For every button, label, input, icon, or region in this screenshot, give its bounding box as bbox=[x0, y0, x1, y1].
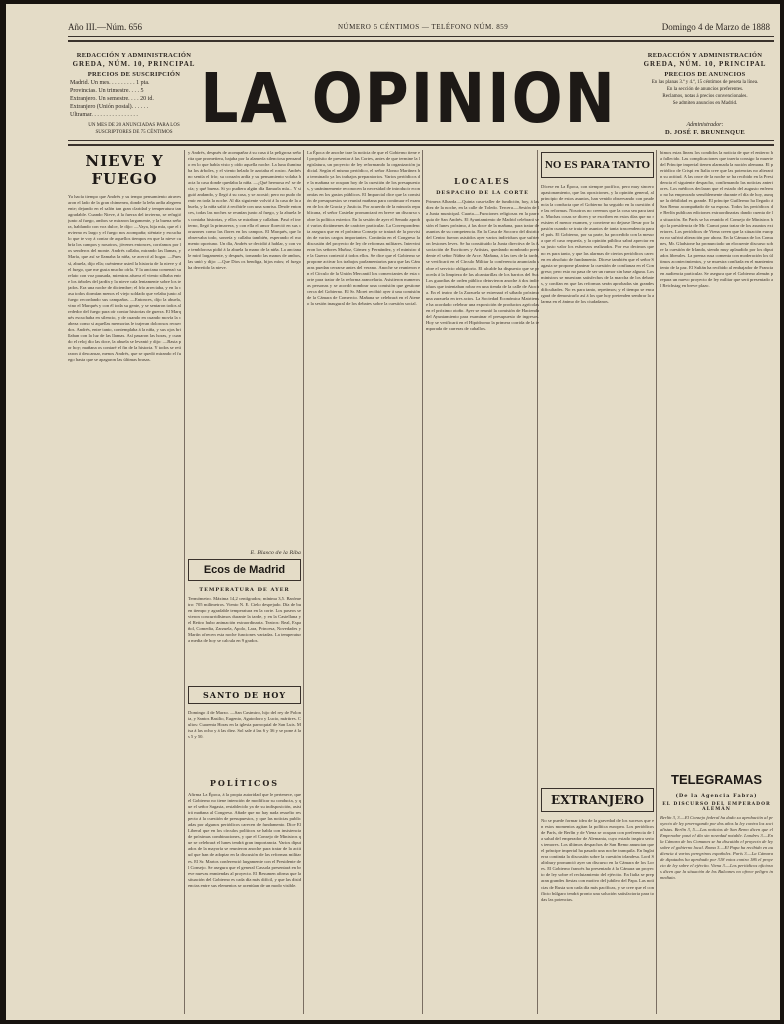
price-line: Ultramar. . . . . . . . . . . . . . . . bbox=[70, 112, 138, 118]
column-divider bbox=[656, 150, 657, 1014]
section-title-santo: SANTO DE HOY bbox=[188, 686, 301, 704]
price-line: Madrid. Un mes. . . . . . . . . 1 pta. bbox=[70, 80, 150, 86]
article-body-col6: bimos estas líneas los condidos la noticia de que el entierro ha fallecido. Las complicaciones que traería consigo la muerte del Príncipe imperial tienen alarmada la nación alemana. El periódico de Crispi en Italia cree que las potencias no alterarán su actitud. A las once de la noche se ha recibido en la Presidencia el siguiente despacho, confirmando las noticias anteriores. Los médicos declaran que el estado del augusto enfermo no ha empeorado sensiblemente durante el día de hoy, aunque la debilidad es grande. El príncipe Guillermo ha llegado á San Remo acompañado de su esposa. Todos los periódicos de Berlín publican ediciones extraordinarias dando cuenta de la situación. En París se ha reunido el Consejo de Ministros bajo la presidencia de Mr. Carnot para tratar de los asuntos exteriores. Los periódicos de Viena creen que la situación europea no sufrirá alteración por ahora. En la Cámara de los Comunes, Mr. Gladstone ha pronunciado un elocuente discurso sobre la cuestión de Irlanda, siendo muy aplaudido por los diputados liberales. La prensa rusa comenta con moderación los últimos acontecimientos, y se muestra confiada en el mantenimiento de la paz. El Sultán ha recibido al embajador de Francia en audiencia particular. Se asegura que el Gobierno alemán prepara un nuevo proyecto de ley militar que será presentado al Reichstag en breve plazo. bbox=[660, 150, 773, 289]
section-title-telegramas: TELEGRAMAS bbox=[671, 772, 762, 787]
right-box-heading: REDACCIÓN Y ADMINISTRACIÓN bbox=[647, 52, 763, 59]
section-title-politicos: POLÍTICOS bbox=[209, 778, 280, 788]
article-body-ecos: Termómetro. Máxima 14,2 centígrados; mínima 3,5. Barómetro: 705 milímetros. Viento N. E. Cielo despejado. Día de buen tiempo y agradable temperatura en la corte. Los paseos se vieron concurridísimos durante la tarde, y en la Castellana y el Retiro hubo animación extraordinaria. Teatros: Real, Español, Comedia, Zarzuela, Apolo, Lara, Princesa, Novedades y Martín ofrecen esta noche funciones variadas. La temperatura media de hoy se calcula en 9 grados. bbox=[188, 596, 301, 644]
admin-name: D. JOSÉ F. BRUNENQUE bbox=[665, 129, 745, 136]
header-rule-thick bbox=[68, 40, 774, 42]
column-divider bbox=[184, 150, 185, 1014]
section-title-extranjero: EXTRANJERO bbox=[541, 788, 654, 812]
column-5 bbox=[541, 150, 654, 1008]
ad-line: En las planas 3.ª y 4.ª, 15 céntimos de peseta la línea. bbox=[651, 80, 759, 85]
left-box-address: GREDA, NÚM. 10, PRINCIPAL bbox=[72, 60, 196, 68]
article-title-nopara: NO ES PARA TANTO bbox=[541, 152, 654, 178]
issue-date: Domingo 4 de Marzo de 1888 bbox=[661, 22, 770, 32]
masthead-rule-thick bbox=[68, 144, 774, 146]
article-body-politicos: Afirma La Época, á la propia autoridad que le pertenece, que el Gobierno no tiene intención de modificar su conducta, y que el señor Sagasta, restablecido ya de su indisposición, asistirá mañana al Congreso. Añade que no hay nada resuelto respecto á la cuestión de presupuestos, y que las noticias publicadas por algunos periódicos carecen de fundamento. Dice El Liberal que en los círculos políticos se habla con insistencia de próximas combinaciones, y que el Consejo de Ministros que se celebrará el lunes tendrá gran importancia. Varios diputados de la mayoría se reunieron anoche para tratar de la actitud que han de adoptar en la discusión de las reformas militares. El Sr. Martos conferenció largamente con el Presidente del Consejo. Se asegura que el general Cassola presentará en breve nuevas enmiendas al proyecto. El Resumen afirma que la situación del Gobierno es cada día más difícil, y que las disidencias entre sus elementos se acentúan de un modo visible. bbox=[188, 792, 301, 888]
section-title-ecos: Ecos de Madrid bbox=[188, 559, 301, 581]
subscription-box bbox=[70, 52, 198, 136]
telegramas-section: EL DISCURSO DEL EMPERADOR ALEMÁN bbox=[662, 802, 771, 812]
column-1 bbox=[68, 150, 181, 1020]
newspaper-page bbox=[6, 4, 780, 1020]
ad-line: En la sección de anuncios preferentes. bbox=[666, 87, 744, 92]
article-body-nopara: Dícese en La Época, con siempre pacífico, pero muy sincero apasionamiento, que las oposiciones, y la opinión general, al principio de estos asuntos, han venido observando con prudencia la conducta que el Gobierno ha seguido en la cuestión de las reformas. Nosotros no creemos que la cosa sea para tanto. Muchas cosas se dicen y se escriben en estos días que no resisten el menor examen, y conviene no dejarse llevar por la pasión cuando se trata de asuntos de tanta trascendencia para el país. El Gobierno, por su parte, ha procedido con la mesura que el caso requería, y la opinión pública sabrá apreciar en su justo valor los esfuerzos realizados. Por eso decimos que no es para tanto, y que las alarmas de ciertos periódicos carecen en absoluto de fundamento. Dícese también que el señor Sagasta se propone plantear la cuestión de confianza en el Congreso; pero esto no pasa de ser un rumor sin base alguna. Los ministros se muestran satisfechos de la marcha de los debates, y confían en que las reformas serán aprobadas sin grandes dificultades. No es para tanto, repetimos; y el tiempo se encargará de demostrarlo así á los que hoy pretenden sembrar la alarma en el ánimo de los ciudadanos. bbox=[541, 184, 654, 304]
column-4 bbox=[426, 150, 539, 1009]
telegramas-subtitle: (De la Agencia Fabra) bbox=[675, 793, 758, 799]
ad-line: Se admiten anuncios en Madrid. bbox=[672, 101, 738, 106]
ad-line: Reclamos, notas á precios convencionales. bbox=[662, 94, 748, 99]
article-body-locales: Primera Albarda.—Quinta casa-taller de fundición, hoy, á las diez de la noche, en la calle de Toledo. Tercera.—Sesión de la Junta municipal. Cuarta.—Funciones religiosas en la parroquia de San Andrés. El Ayuntamiento de Madrid celebrará sesión el lunes próximo, á las doce de la mañana, para tratar de asuntos de su competencia. En la Casa de Socorro del distrito del Centro fueron asistidos ayer varios individuos que sufrieron lesiones leves. Se ha constituido la Junta directiva de la Asociación de Escritores y Artistas, quedando nombrado presidente el señor Núñez de Arce. Mañana, á las tres de la tarde, se verificará en el Círculo Militar la conferencia anunciada sobre el servicio obligatorio. El alcalde ha dispuesto que se proceda á la limpieza de las alcantarillas de los barrios del Sur. Los guardias de orden público detuvieron anoche á dos individuos que intentaban robar en una tienda de la calle de Atocha. En el teatro de la Zarzuela se estrenará el sábado próximo una zarzuela en tres actos. La Sociedad Económica Matritense ha acordado celebrar una exposición de productos agrícolas en el próximo otoño. Ayer se reunió la comisión de Hacienda del Ayuntamiento para examinar el presupuesto de ingresos. Hoy se verificará en el Hipódromo la primera corrida de la temporada de carreras de caballos. bbox=[426, 199, 539, 331]
column-divider bbox=[303, 150, 304, 1014]
left-box-heading: REDACCIÓN Y ADMINISTRACIÓN bbox=[76, 52, 192, 59]
masthead-rule bbox=[68, 140, 774, 141]
left-box-footer: UN MES DE 20 ANUNCIADAS PARA LOS SUSCRIPTORES DE 75 CÉNTIMOS bbox=[88, 123, 180, 135]
article-body-santo: Domingo 4 de Marzo. —San Casimiro, hijo del rey de Polonia, y Santos Basilio, Eugenio, Agatodoro y Lucio, mártires. Cultos: Cuarenta Horas en la iglesia parroquial de San Luis. Misa á las ocho y á las diez. Sol sale á las 6 y 36 y se pone á las 5 y 50. bbox=[188, 710, 301, 740]
advertising-box bbox=[640, 52, 770, 137]
section-title-locales: LOCALES bbox=[454, 176, 511, 186]
left-box-subheading: PRECIOS DE SUSCRIPCIÓN bbox=[87, 71, 181, 78]
right-box-subheading: PRECIOS DE ANUNCIOS bbox=[664, 71, 746, 78]
price-line: Extranjero. Un semestre. . . . 20 id. bbox=[70, 96, 154, 102]
article-signature: E. Blasco de la Riba bbox=[250, 550, 301, 556]
article-body-telegramas: Berlín 3, 3.—El Consejo federal ha dado su aprobación al proyecto de ley prorrogando por dos años la ley contra los socialistas. Berlín 3, 5.—Las noticias de San Remo dicen que el Emperador pasó el día sin novedad notable. Londres 3.—En la Cámara de los Comunes se ha discutido el proyecto de ley sobre el gobierno local. Roma 3.—El Papa ha recibido en audiencia á varios peregrinos españoles. París 3.—La Cámara de diputados ha aprobado por 318 votos contra 186 el proyecto de ley sobre el ejército. Viena 3.—Los periódicos oficiosos dicen que la situación de los Balcanes no ofrece peligro inmediato. bbox=[660, 815, 773, 881]
price-line: Provincias. Un trimestre. . . . 5 bbox=[70, 88, 144, 94]
header-rule bbox=[68, 36, 774, 37]
article-body-col3: La Época de anoche trae la noticia de que el Gobierno tiene el propósito de presentar á las Cortes, antes de que termine la legislatura, un proyecto de ley reformando la organización judicial. Según el mismo periódico, el señor Alonso Martínez ha terminado ya los trabajos preparatorios. Varios periódicos de la mañana se ocupan hoy de la cuestión de los presupuestos, y unánimemente reconocen la necesidad de introducir economías en los gastos públicos. El Imparcial dice que la comisión de presupuestos se reunirá mañana para continuar el examen de los de Gracia y Justicia. Por acuerdo de la minoría republicana, el señor Castelar pronunciará en breve un discurso sobre la política exterior. En la sesión de ayer el Senado aprobó varios dictámenes de carácter particular. La Correspondencia asegura que en el próximo Consejo se tratará de la provisión de varios cargos importantes. Continúa en el Congreso la discusión del proyecto de ley de reformas militares. Intervinieron los señores Muñoz, Gómez y Fernández, y el ministro de la Guerra contestó á todos ellos. Se dice que el Gobierno se propone activar los trabajos parlamentarios para que las Cámaras puedan cerrarse antes del verano. Anoche se reunieron en el Círculo de la Unión Mercantil los comerciantes de esta corte para tratar de la reforma arancelaria. Asistieron numerosas personas y se acordó nombrar una comisión que gestione cerca del Gobierno. El Sr. Moret recibió ayer á una comisión de la Cámara de Comercio. Mañana se celebrará en el Ateneo la sesión inaugural de los debates sobre la cuestión social. bbox=[307, 150, 420, 307]
masthead-title: LA OPINION bbox=[200, 58, 617, 140]
article-body-extranjero: No se puede formar idea de la gravedad de los sucesos que en estos momentos agitan la política europea. Los periódicos de París, de Berlín y de Viena se ocupan con preferencia de la salud del emperador de Alemania, cuyo estado inspira serios temores. Los últimos despachos de San Remo anuncian que el príncipe imperial ha pasado una noche tranquila. En Inglaterra continúa la discusión sobre la cuestión irlandesa. Lord Salisbury pronunció ayer un discurso en la Cámara de los Lores. El Gobierno francés ha presentado á la Cámara un proyecto de ley sobre el reclutamiento del ejército. En Italia se preparan grandes fiestas con motivo del jubileo del Papa. Las noticias de Rusia son cada día más pacíficas, y se cree que el conflicto búlgaro tendrá pronto una solución satisfactoria para todas las potencias. bbox=[541, 818, 654, 902]
right-box-address: GREDA, NÚM. 10, PRINCIPAL bbox=[643, 60, 767, 68]
column-2 bbox=[188, 150, 301, 958]
price-line: Extranjero (Unión postal). . . . . . bbox=[70, 104, 149, 110]
article-title-nieve: NIEVE Y FUEGO bbox=[85, 152, 164, 188]
admin-label: Administrador: bbox=[686, 122, 724, 128]
ecos-subtitle: TEMPERATURA DE AYER bbox=[199, 587, 290, 593]
issue-number: Año III.—Núm. 656 bbox=[68, 22, 142, 32]
article-body-col2: y Andrés, después de acompañar á su casa á la peligrosa señorita que prometiera, bajaba por la alameda silenciosa pensando en lo que había visto y oído aquella noche. La luna iluminaba los árboles, y el viento helado le azotaba el rostro. Andrés no sentía el frío; su corazón ardía y su pensamiento volaba hacia la casa donde quedaba la niña. —¡Qué hermosa es! se decía; y qué buena. Si yo pudiera algún día llamarla mía... Y siguió andando, y llegó á su casa, y se acostó; pero no pudo dormir en toda la noche. Al día siguiente volvió á la casa de la abuela, y la niña salió á recibirle con una sonrisa. Desde entonces, todas las noches se reunían junto al fuego, y la abuela les contaba historias, y ellos se miraban y callaban. Pasó el invierno, llegó la primavera, y con ella el amor floreció en sus corazones como las flores en los campos. El Marqués, que lo observaba todo, sonreía y callaba también, esperando el momento oportuno. Un día, Andrés se decidió á hablar, y con voz temblorosa pidió á la abuela la mano de la niña. La anciana le miró largamente, y después, tomando las manos de ambos, las unió y dijo: —Que Dios os bendiga, hijos míos; el fuego ha derretido la nieve. bbox=[188, 150, 301, 270]
column-3 bbox=[307, 150, 420, 1010]
locales-subtitle: DESPACHO DE LA CORTE bbox=[436, 190, 529, 196]
article-body-nieve: Ya hacía tiempo que Andrés y su tempo pensamiento atravesaron el lado de la gran chimenea, donde la leña ardía alegremente; dejando en el salón tan gran claridad y temperatura tan agradable. Cuando Nieve, á la fuerza del invierno, se refugió junto al fuego, ambos se miraron largamente, y la buena señora, hablando con voz dulce, le dijo: —Vaya, hija mía, que el invierno es largo y el fuego nos acompaña; siéntate y escucha lo que te voy á contar de aquellos tiempos en que la nieve cubría los campos y nosotros, jóvenes entonces, corríamos por los senderos del monte. Andrés callaba, mirando las llamas, y María, que así se llamaba la niña, se acercó al hogar. —Pues sí, abuela, dijo ella; cuénteme usted la historia de la nieve y del fuego, que me gusta mucho oírla. Y la anciana comenzó su relato con voz pausada, mientras afuera el viento silbaba entre los árboles del jardín y la nieve caía lentamente sobre los tejados. Era una noche de diciembre; el frío arreciaba, y en la casa todos dormían menos el viejo soldado que velaba junto al fuego recordando sus campañas. —Entonces, dijo la abuela, vino el Marqués y con él toda su gente, y se sentaron todos alrededor del fuego para oír contar historias de guerra. El Marqués escuchaba en silencio, y de cuando en cuando movía la cabeza como si aquellas memorias le trajeran dolorosos recuerdos. Andrés, entre tanto, contemplaba á la niña, y sus ojos brillaban con la luz de las llamas. Así pasaron las horas, y cuando el reloj dio las doce, la abuela se levantó y dijo: —Basta por hoy; mañana os contaré el fin de la historia. Y todos se retiraron á descansar, menos Andrés, que se quedó mirando el fuego hasta que se apagaron las últimas brasas. bbox=[68, 194, 181, 363]
price-phone: NÚMERO 5 CÉNTIMOS — TELÉFONO NÚM. 859 bbox=[338, 23, 509, 31]
column-divider bbox=[422, 150, 423, 1014]
column-6 bbox=[660, 150, 773, 1005]
